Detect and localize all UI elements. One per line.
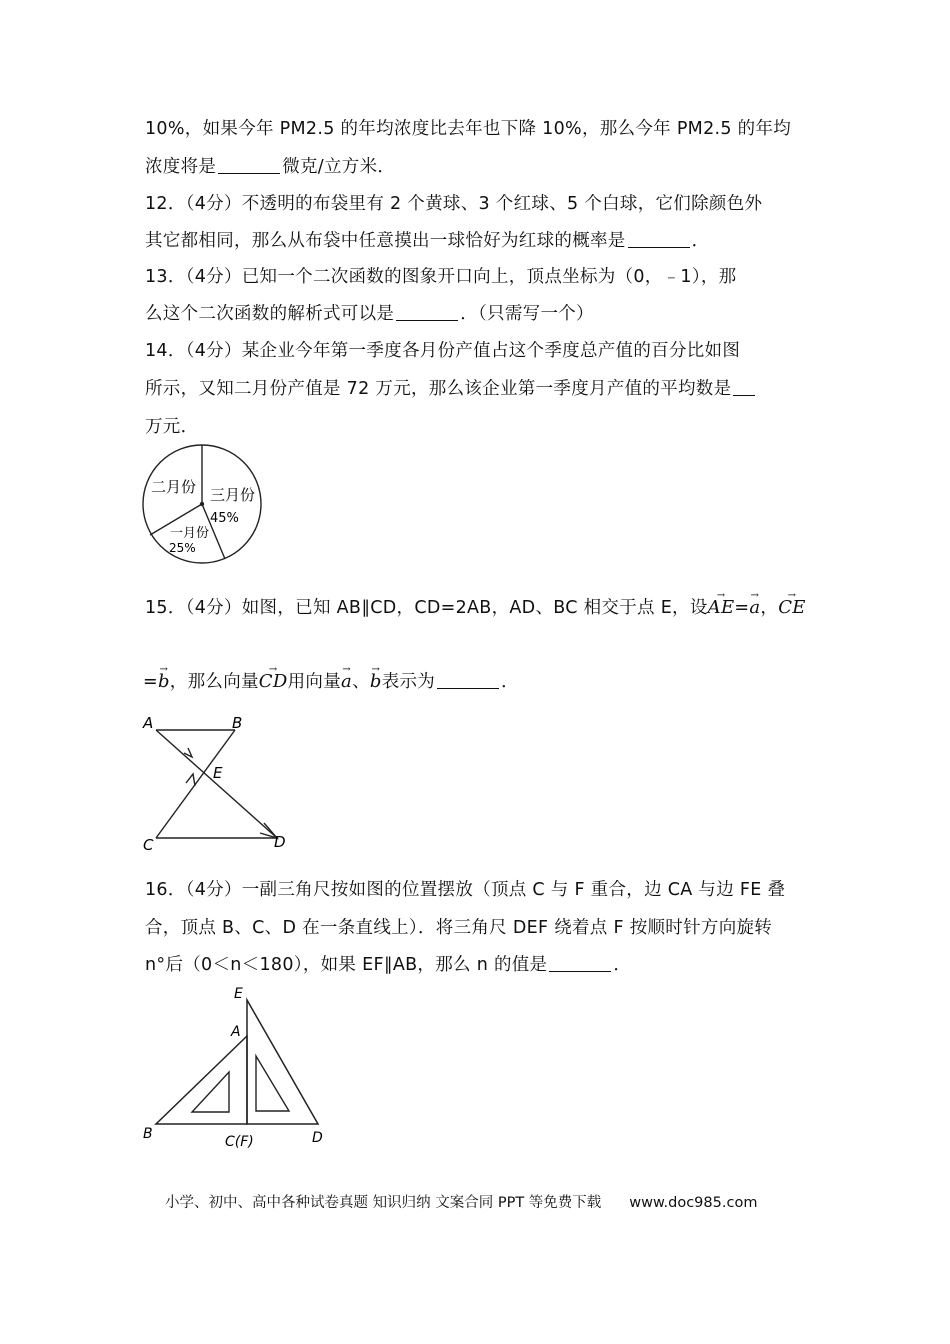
vector-cd: → CD — [259, 670, 288, 694]
q12-line2 — [145, 229, 810, 253]
answer-blank — [733, 377, 755, 396]
q15-text: 表示为 — [381, 672, 436, 692]
q13-line2 — [145, 302, 810, 326]
pie-label-mar: 三月份 — [210, 486, 256, 504]
segment-ad — [156, 730, 277, 838]
q11-line1: 10%，如果今年 PM2.5 的年均浓度比去年也下降 10%，那么今年 PM2.5 的年均 — [145, 119, 792, 139]
label-a: A — [231, 1024, 241, 1040]
q13-text: 么这个二次函数的解析式可以是 — [145, 304, 395, 324]
vector-a: → a — [749, 596, 760, 620]
vector-ce: → CE — [778, 596, 806, 620]
answer-blank — [549, 953, 611, 972]
answer-blank — [437, 670, 499, 689]
q13-text: ．（只需写一个） — [460, 304, 594, 324]
label-d: D — [274, 833, 286, 851]
q15-text: 、 — [352, 672, 370, 692]
q14-text: 所示，又知二月份产值是 72 万元，那么该企业第一季度月产值的平均数是 — [145, 379, 732, 399]
q16-line2: 合，顶点 B、C、D 在一条直线上）．将三角尺 DEF 绕着点 F 按顺时针方向旋转 — [145, 918, 773, 938]
q16-text: ． — [613, 955, 632, 975]
vector-ae: → AE — [708, 596, 735, 620]
q15-line2 — [143, 670, 808, 694]
answer-blank — [628, 229, 690, 248]
arrow-ce — [186, 774, 195, 786]
q11-line2 — [145, 155, 810, 179]
pie-chart-figure — [138, 442, 268, 567]
label-c: C — [143, 836, 154, 854]
pie-pct-jan: 25% — [169, 541, 196, 555]
q15-text: ， — [760, 598, 779, 618]
q15-line1 — [145, 596, 810, 620]
label-d: D — [312, 1130, 323, 1146]
q15-text: = — [734, 598, 750, 618]
segment-bc — [156, 730, 235, 838]
geometry-figure-15 — [138, 710, 298, 855]
pie-pct-mar: 45% — [210, 511, 239, 526]
footer-text: 小学、初中、高中各种试卷真题 知识归纳 文案合同 PPT 等免费下载 — [165, 1195, 602, 1211]
triangle-def — [247, 1000, 318, 1124]
label-a: A — [143, 714, 154, 732]
triangles-figure-16 — [138, 984, 338, 1154]
q14-line3: 万元． — [145, 417, 199, 437]
pie-center — [200, 502, 204, 506]
answer-blank — [218, 155, 280, 174]
label-b: B — [143, 1126, 153, 1142]
triangle-abc — [156, 1036, 247, 1124]
q15-text: 用向量 — [287, 672, 342, 692]
label-e: E — [213, 764, 223, 782]
triangle-abc-cutout — [192, 1072, 229, 1112]
vector-b: → b — [370, 670, 382, 694]
q16-text: n°后（0＜n＜180），如果 EF∥AB，那么 n 的值是 — [145, 955, 548, 975]
vector-a: → a — [341, 670, 352, 694]
q15-text: ． — [501, 672, 519, 692]
q14-line1: 14．（4分）某企业今年第一季度各月份产值占这个季度总产值的百分比如图 — [145, 341, 741, 361]
label-e: E — [234, 986, 243, 1002]
pie-label-jan: 一月份 — [170, 526, 210, 541]
q12-text: ． — [691, 231, 710, 251]
vector-b: → b — [158, 670, 170, 694]
pie-label-feb: 二月份 — [151, 478, 197, 496]
page-footer — [165, 1191, 757, 1212]
q11-text: 浓度将是 — [145, 157, 217, 177]
label-b: B — [232, 714, 243, 732]
q12-line1: 12．（4分）不透明的布袋里有 2 个黄球、3 个红球、5 个白球，它们除颜色外 — [145, 194, 763, 214]
q15-text: ，那么向量 — [169, 672, 259, 692]
q14-line2 — [145, 377, 810, 401]
q15-text: 15．（4分）如图，已知 AB∥CD，CD=2AB，AD、BC 相交于点 E，设 — [145, 598, 708, 618]
label-cf: C(F) — [225, 1134, 254, 1150]
q15-text: = — [143, 672, 158, 692]
q12-text: 其它都相同，那么从布袋中任意摸出一球恰好为红球的概率是 — [145, 231, 626, 251]
footer-url[interactable]: www.doc985.com — [629, 1195, 758, 1211]
q16-line3 — [145, 953, 810, 977]
answer-blank — [396, 302, 458, 321]
q11-text: 微克/立方米． — [282, 157, 396, 177]
q16-line1: 16．（4分）一副三角尺按如图的位置摆放（顶点 C 与 F 重合，边 CA 与边 FE 叠 — [145, 880, 786, 900]
q13-line1: 13．（4分）已知一个二次函数的图象开口向上，顶点坐标为（0，﹣1），那 — [145, 267, 737, 287]
